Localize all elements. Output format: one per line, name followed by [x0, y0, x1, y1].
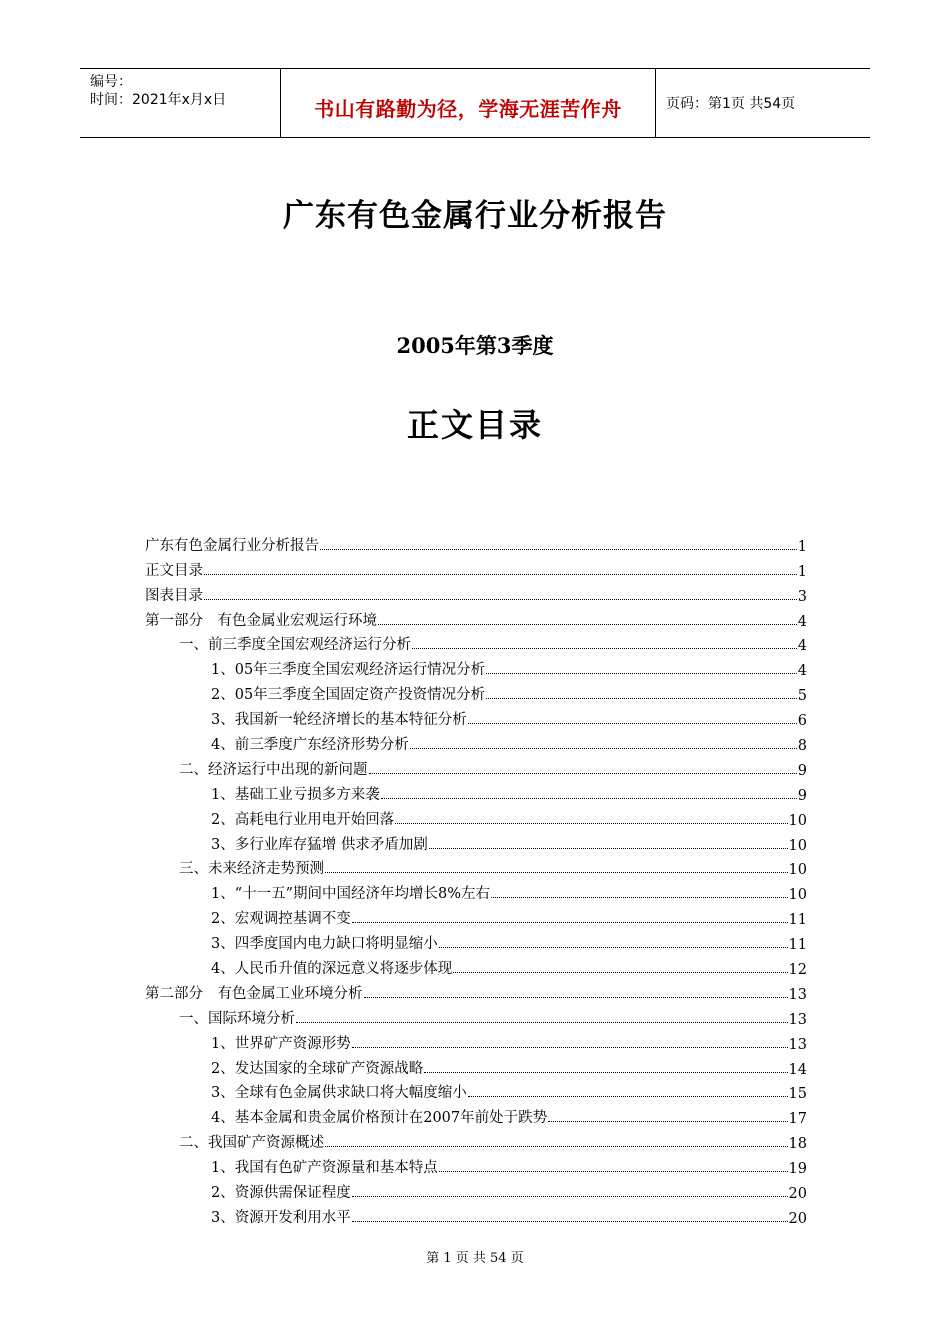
toc-entry-label: 2、资源供需保证程度 — [211, 1185, 351, 1202]
toc-entry-page: 9 — [797, 762, 807, 779]
toc-entry-page: 4 — [797, 638, 807, 655]
toc-leader-dots — [439, 946, 788, 948]
toc-entry-label: 3、全球有色金属供求缺口将大幅度缩小 — [211, 1085, 467, 1102]
toc-leader-dots — [296, 1021, 788, 1023]
toc-entry[interactable] — [145, 928, 807, 953]
toc-entry-page: 20 — [788, 1186, 807, 1203]
toc-entry-label: 三、未来经济走势预测 — [179, 861, 324, 878]
toc-leader-dots — [352, 1046, 788, 1048]
toc-leader-dots — [468, 722, 797, 724]
toc-entry-page: 1 — [797, 563, 807, 580]
toc-entry-page: 8 — [797, 738, 807, 755]
toc-entry-page: 10 — [788, 812, 807, 829]
toc-entry[interactable] — [145, 953, 807, 978]
toc-leader-dots — [352, 921, 788, 923]
toc-entry-page: 13 — [788, 986, 807, 1003]
toc-leader-dots — [204, 573, 797, 575]
toc-leader-dots — [378, 623, 797, 625]
toc-entry-label: 1、基础工业亏损多方来袭 — [211, 786, 380, 803]
toc-entry[interactable] — [145, 854, 807, 879]
toc-entry-label: 3、多行业库存猛增 供求矛盾加剧 — [211, 836, 428, 853]
toc-entry-label: 1、“十一五”期间中国经济年均增长8%左右 — [211, 886, 491, 903]
toc-entry-page: 13 — [788, 1011, 807, 1028]
toc-entry-label: 2、05年三季度全国固定资产投资情况分析 — [211, 687, 486, 704]
toc-entry[interactable] — [145, 978, 807, 1003]
toc-entry[interactable] — [145, 1202, 807, 1227]
toc-entry[interactable] — [145, 679, 807, 704]
toc-entry[interactable] — [145, 1078, 807, 1103]
toc-entry-page: 17 — [788, 1111, 807, 1128]
toc-leader-dots — [453, 971, 787, 973]
toc-entry[interactable] — [145, 580, 807, 605]
toc-entry-page: 4 — [797, 663, 807, 680]
document-subtitle: 2005年第3季度 — [396, 333, 554, 358]
toc-leader-dots — [486, 672, 797, 674]
toc-leader-dots — [468, 1095, 788, 1097]
toc-entry[interactable] — [145, 1028, 807, 1053]
toc-entry-label: 3、我国新一轮经济增长的基本特征分析 — [211, 712, 467, 729]
toc-entry[interactable] — [145, 1053, 807, 1078]
toc-leader-dots — [325, 1145, 788, 1147]
toc-entry-label: 2、发达国家的全球矿产资源战略 — [211, 1060, 424, 1077]
toc-entry-page: 14 — [788, 1061, 807, 1078]
toc-leader-dots — [369, 772, 797, 774]
toc-entry-page: 6 — [797, 713, 807, 730]
toc-leader-dots — [352, 1220, 788, 1222]
toc-entry-label: 3、四季度国内电力缺口将明显缩小 — [211, 936, 438, 953]
toc-entry-page: 11 — [788, 912, 807, 929]
header-meta-cell — [80, 69, 280, 137]
toc-entry-label: 1、我国有色矿产资源量和基本特点 — [211, 1160, 438, 1177]
table-of-contents — [145, 530, 807, 1227]
toc-entry-label: 4、人民币升值的深远意义将逐步体现 — [211, 961, 453, 978]
toc-entry[interactable] — [145, 1127, 807, 1152]
toc-entry-label: 一、国际环境分析 — [179, 1010, 295, 1027]
toc-entry-label: 二、经济运行中出现的新问题 — [179, 761, 368, 778]
toc-entry-label: 图表目录 — [145, 587, 203, 604]
toc-entry-page: 15 — [788, 1086, 807, 1103]
toc-entry-page: 5 — [797, 688, 807, 705]
toc-entry-page: 10 — [788, 837, 807, 854]
toc-leader-dots — [439, 1170, 788, 1172]
toc-entry[interactable] — [145, 630, 807, 655]
toc-entry[interactable] — [145, 804, 807, 829]
toc-entry-page: 3 — [797, 588, 807, 605]
header-page-info: 页码：第1页 共54页 — [666, 96, 796, 112]
toc-leader-dots — [381, 797, 797, 799]
number-label: 编号： — [90, 74, 132, 90]
time-label: 时间：2021年x月x日 — [90, 92, 227, 108]
toc-leader-dots — [364, 996, 788, 998]
toc-entry-page: 10 — [788, 887, 807, 904]
toc-leader-dots — [412, 647, 797, 649]
toc-entry-label: 一、前三季度全国宏观经济运行分析 — [179, 637, 411, 654]
toc-entry-label: 第二部分 有色金属工业环境分析 — [145, 985, 363, 1002]
toc-entry-label: 二、我国矿产资源概述 — [179, 1135, 324, 1152]
toc-leader-dots — [429, 847, 788, 849]
toc-entry[interactable] — [145, 704, 807, 729]
toc-entry[interactable] — [145, 779, 807, 804]
toc-entry-label: 广东有色金属行业分析报告 — [145, 537, 319, 554]
page-header — [80, 68, 870, 138]
toc-entry[interactable] — [145, 530, 807, 555]
header-motto: 书山有路勤为径，学海无涯苦作舟 — [314, 97, 622, 121]
toc-entry-page: 11 — [788, 937, 807, 954]
toc-entry-label: 1、05年三季度全国宏观经济运行情况分析 — [211, 662, 486, 679]
toc-entry[interactable] — [145, 829, 807, 854]
toc-entry-label: 2、高耗电行业用电开始回落 — [211, 811, 395, 828]
toc-entry[interactable] — [145, 878, 807, 903]
toc-leader-dots — [395, 822, 787, 824]
toc-entry[interactable] — [145, 605, 807, 630]
toc-entry-label: 正文目录 — [145, 562, 203, 579]
page-footer: 第 1 页 共 54 页 — [426, 1251, 524, 1266]
toc-entry-page: 9 — [797, 787, 807, 804]
toc-leader-dots — [424, 1071, 787, 1073]
toc-heading: 正文目录 — [406, 406, 543, 444]
header-motto-cell — [280, 69, 656, 137]
toc-leader-dots — [491, 896, 787, 898]
toc-leader-dots — [320, 548, 797, 550]
toc-entry-label: 3、资源开发利用水平 — [211, 1209, 351, 1226]
toc-entry-page: 13 — [788, 1036, 807, 1053]
toc-entry[interactable] — [145, 1102, 807, 1127]
toc-entry-page: 10 — [788, 862, 807, 879]
toc-entry-label: 第一部分 有色金属业宏观运行环境 — [145, 612, 377, 629]
toc-entry-label: 4、前三季度广东经济形势分析 — [211, 737, 409, 754]
toc-leader-dots — [548, 1120, 787, 1122]
toc-entry-label: 2、宏观调控基调不变 — [211, 911, 351, 928]
toc-entry[interactable] — [145, 555, 807, 580]
toc-entry[interactable] — [145, 1003, 807, 1028]
toc-leader-dots — [352, 1195, 788, 1197]
toc-entry[interactable] — [145, 1177, 807, 1202]
toc-entry[interactable] — [145, 654, 807, 679]
toc-entry-page: 18 — [788, 1136, 807, 1153]
toc-leader-dots — [410, 747, 797, 749]
toc-leader-dots — [204, 598, 797, 600]
toc-entry-page: 4 — [797, 613, 807, 630]
document-title: 广东有色金属行业分析报告 — [283, 198, 667, 234]
toc-entry-label: 1、世界矿产资源形势 — [211, 1035, 351, 1052]
toc-entry[interactable] — [145, 1152, 807, 1177]
toc-entry-page: 1 — [797, 538, 807, 555]
toc-entry[interactable] — [145, 754, 807, 779]
toc-leader-dots — [325, 871, 788, 873]
toc-entry-label: 4、基本金属和贵金属价格预计在2007年前处于跌势 — [211, 1110, 548, 1127]
toc-entry-page: 19 — [788, 1161, 807, 1178]
header-page-cell — [656, 69, 870, 137]
toc-entry[interactable] — [145, 903, 807, 928]
toc-leader-dots — [486, 697, 797, 699]
toc-entry-page: 20 — [788, 1210, 807, 1227]
toc-entry[interactable] — [145, 729, 807, 754]
toc-entry-page: 12 — [788, 962, 807, 979]
